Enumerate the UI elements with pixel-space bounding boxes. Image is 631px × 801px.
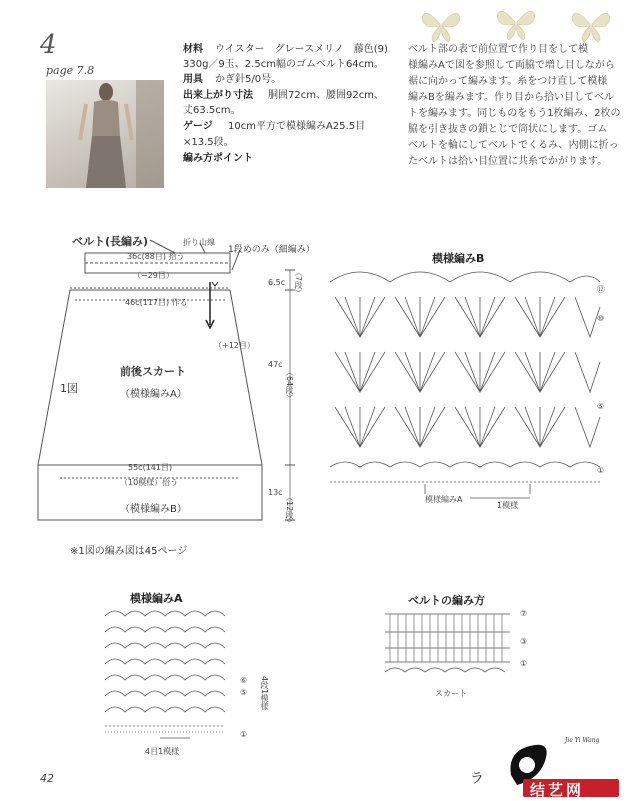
instruction-line: たベルトは拾い目位置に共糸でかがります。 (408, 156, 608, 167)
logo-subtitle: Jie Yi Wang (565, 737, 600, 744)
chart-b-row-1: ① (597, 466, 605, 475)
spec-label-gauge: ゲージ (183, 121, 213, 132)
spec-value-materials-2: 330g／9玉、2.5cm幅のゴムベルト64cm。 (183, 59, 384, 70)
instruction-line: 様編みAで図を参照して両脇で増し目しながら (408, 60, 615, 71)
belt-row-1: ① (520, 659, 528, 668)
pick-up-bottom: （10模様）拾う (120, 478, 179, 487)
page-number: 42 (40, 772, 54, 785)
spec-label-points: 編み方ポイント (183, 153, 253, 164)
chart-a-repeat-h: 4目1模様 (145, 747, 180, 756)
chart-b-repeat-label: 1模様 (497, 501, 519, 510)
logo-text: 结艺网 (530, 781, 585, 799)
chart-b-diagram (320, 262, 620, 512)
chart-b-row-12: ⑫ (597, 285, 605, 294)
border-label: 1段めのみ（細編み） (228, 245, 315, 255)
belt-chart-diagram (380, 606, 520, 686)
chart-b-title: 模様編みB (432, 252, 485, 265)
hem-width: 55c(141目) (128, 463, 173, 472)
dim-belt-rows: （7段） (294, 268, 303, 298)
figure-label: 1図 (60, 382, 78, 395)
dim-skirt: 47c (268, 360, 283, 369)
spec-value-tools: かぎ針5/0号。 (215, 74, 282, 85)
chart-a-title: 模様編みA (130, 592, 183, 605)
chart-a-row-6: ⑥ (240, 676, 248, 685)
spec-label-size: 出来上がり寸法 (183, 90, 253, 101)
page-note: ※1図の編み図は45ページ (70, 546, 188, 557)
chart-a-row-1: ① (240, 730, 248, 739)
chart-b-row-10: ⑩ (597, 314, 605, 323)
instruction-line: トを編みます。同じものをもう1枚編み、2枚の (408, 108, 621, 119)
spec-label-tools: 用具 (183, 74, 203, 85)
chart-a-row-5: ⑤ (240, 688, 248, 697)
belt-row-3: ③ (520, 637, 528, 646)
dim-skirt-rows: （64段） (285, 368, 294, 403)
increase-note: （+12目） (214, 341, 255, 350)
chart-a-repeat-v: 4段1模様 (260, 676, 269, 711)
belt-row-7: ⑦ (520, 609, 528, 618)
spec-value-size: 胴囲72cm、腰囲92cm、 (268, 90, 384, 101)
instruction-line: 編みBを編みます。作り目から拾い目してベル (408, 92, 615, 103)
fold-line-label: 折り山線 (183, 238, 215, 247)
pattern-b-label: （模様編みB） (120, 504, 187, 515)
pattern-number: 4 (40, 30, 57, 60)
instruction-line: 脇を引き抜きの鎖とじで筒状にします。ゴム (408, 124, 608, 135)
footer-mark: ラ (470, 771, 484, 787)
chart-b-pattern-label: 模様編みA (425, 495, 463, 504)
spec-value-materials: ウイスター グレースメリノ 藤色(9) (215, 44, 388, 55)
dim-belt: 6.5c (268, 278, 286, 287)
site-logo (505, 735, 625, 797)
instruction-line: ベルトを輪にしてベルトでくるみ、内側に折っ (408, 140, 619, 151)
pattern-a-label: （模様編みA） (120, 389, 187, 400)
spec-value-gauge-2: ×13.5段。 (183, 137, 234, 148)
minus-note: （−29目） (133, 271, 174, 280)
chart-b-row-5: ⑤ (597, 402, 605, 411)
pick-up-top: 36c(88目) 拾う (127, 252, 185, 261)
belt-chart-title: ベルトの編み方 (408, 594, 485, 607)
belt-bottom-label: スカート (435, 689, 467, 698)
spec-label-materials: 材料 (183, 44, 203, 55)
skirt-title: 前後スカート (120, 365, 186, 378)
spec-value-gauge: 10cm平方で模様編みA25.5目 (228, 121, 366, 132)
dim-hem-rows: （12段） (285, 493, 294, 528)
dim-hem: 13c (268, 488, 283, 497)
belt-label: ベルト(長編み) (72, 235, 149, 248)
page-reference: page 7.8 (46, 64, 95, 77)
spec-value-size-2: 丈63.5cm。 (183, 105, 241, 116)
cast-on-label: 46c(117目) 作る (125, 298, 188, 307)
chart-a-diagram (100, 604, 240, 744)
instruction-line: 裾に向かって編みます。糸をつけ直して模様 (408, 76, 608, 87)
instruction-line: ベルト部の表で前位置で作り目をして模 (408, 44, 588, 55)
